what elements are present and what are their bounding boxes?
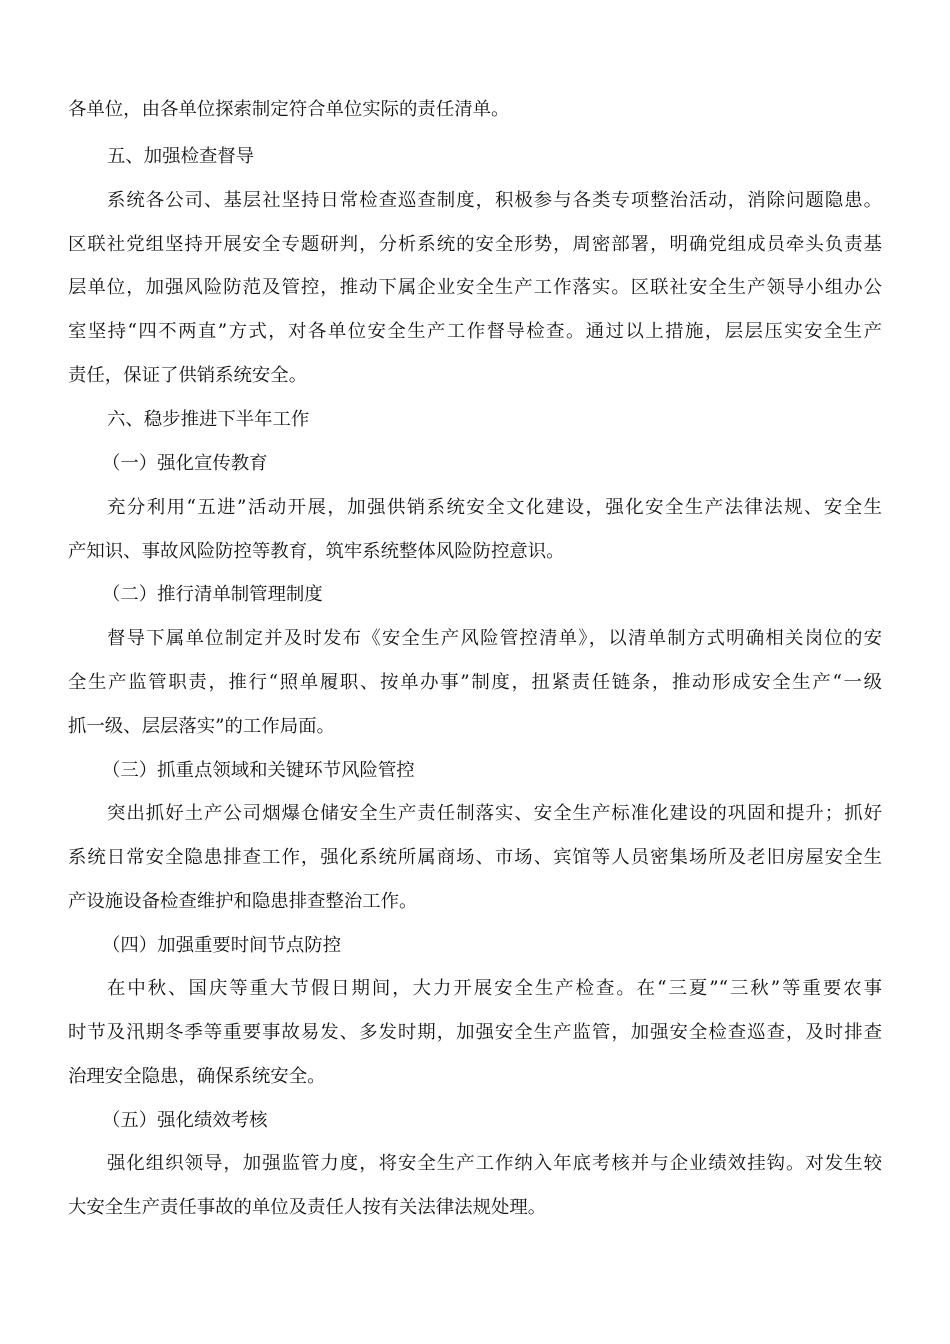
subsection-heading-3: （三）抓重点领域和关键环节风险管控 xyxy=(102,760,415,781)
paragraph-line: 治理安全隐患，确保系统安全。 xyxy=(68,1066,326,1087)
paragraph-line: 系统日常安全隐患排查工作，强化系统所属商场、市场、宾馆等人员密集场所及老旧房屋安全生 xyxy=(68,847,882,868)
paragraph-line: 责任，保证了供销系统安全。 xyxy=(68,365,308,386)
section-heading-6: 六、稳步推进下半年工作 xyxy=(107,409,310,430)
section-heading-5: 五、加强检查督导 xyxy=(107,146,255,167)
paragraph-line: 层单位，加强风险防范及管控，推动下属企业安全生产工作落实。区联社安全生产领导小组办公 xyxy=(68,277,882,298)
paragraph-line: 区联社党组坚持开展安全专题研判，分析系统的安全形势，周密部署，明确党组成员牵头负责基 xyxy=(68,234,882,255)
subsection-heading-4: （四）加强重要时间节点防控 xyxy=(102,935,342,956)
paragraph-line: 督导下属单位制定并及时发布《安全生产风险管控清单》，以清单制方式明确相关岗位的安 xyxy=(107,628,882,649)
paragraph-line: 时节及汛期冬季等重要事故易发、多发时期，加强安全生产监管，加强安全检查巡查，及时排查 xyxy=(68,1022,882,1043)
paragraph-line: 室坚持“四不两直”方式，对各单位安全生产工作督导检查。通过以上措施，层层压实安全生产 xyxy=(68,321,882,342)
paragraph-line: 各单位，由各单位探索制定符合单位实际的责任清单。 xyxy=(68,99,510,120)
paragraph-line: 充分利用“五进”活动开展，加强供销系统安全文化建设，强化安全生产法律法规、安全生 xyxy=(107,497,882,518)
paragraph-line: 在中秋、国庆等重大节假日期间，大力开展安全生产检查。在“三夏”“三秋”等重要农事 xyxy=(107,978,882,999)
paragraph-line: 系统各公司、基层社坚持日常检查巡查制度，积极参与各类专项整治活动，消除问题隐患。 xyxy=(107,190,882,211)
paragraph-line: 大安全生产责任事故的单位及责任人按有关法律法规处理。 xyxy=(68,1197,547,1218)
subsection-heading-5: （五）强化绩效考核 xyxy=(102,1110,268,1131)
subsection-heading-1: （一）强化宣传教育 xyxy=(102,453,268,474)
paragraph-line: 全生产监管职责，推行“照单履职、按单办事”制度，扭紧责任链条，推动形成安全生产“一级 xyxy=(68,672,882,693)
paragraph-line: 强化组织领导，加强监管力度，将安全生产工作纳入年底考核并与企业绩效挂钩。对发生较 xyxy=(107,1153,882,1174)
paragraph-line: 产知识、事故风险防控等教育，筑牢系统整体风险防控意识。 xyxy=(68,541,565,562)
paragraph-line: 突出抓好土产公司烟爆仓储安全生产责任制落实、安全生产标准化建设的巩固和提升；抓好 xyxy=(107,803,882,824)
paragraph-line: 产设施设备检查维护和隐患排查整治工作。 xyxy=(68,891,418,912)
paragraph-line: 抓一级、层层落实”的工作局面。 xyxy=(68,716,335,737)
subsection-heading-2: （二）推行清单制管理制度 xyxy=(102,584,323,605)
